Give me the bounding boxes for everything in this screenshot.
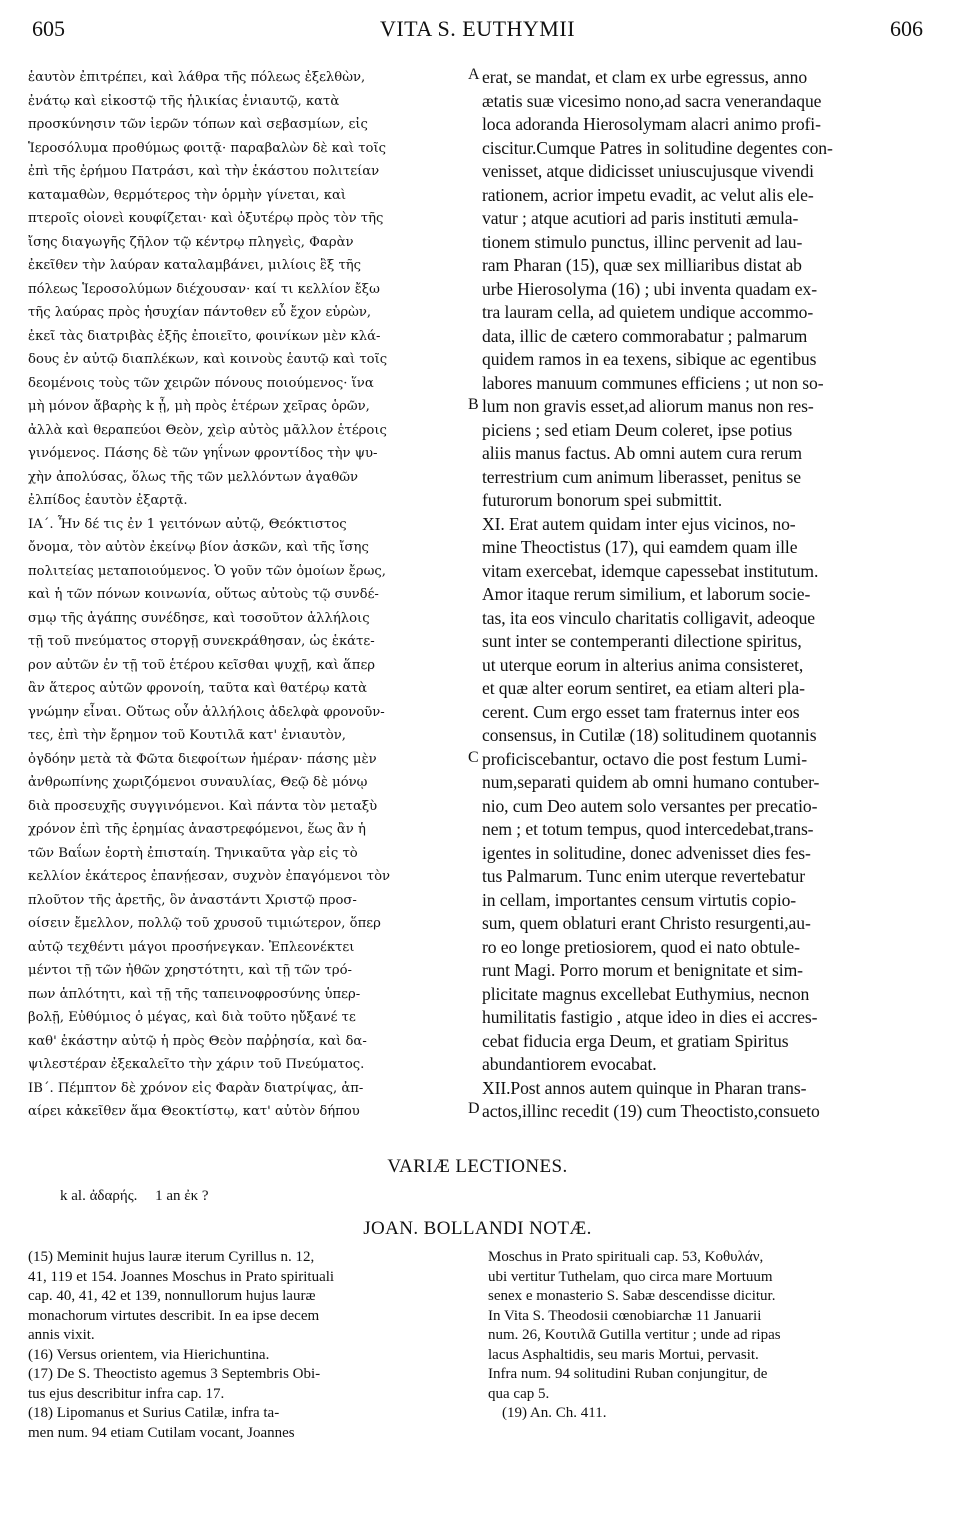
latin-text-line: lum non gravis esset,ad aliorum manus non res- (482, 396, 814, 416)
greek-text-line: δους ἐν αὐτῷ διαπλέκων, καὶ κοινοὺς ἑαυτῷ καὶ τοῖς (28, 352, 388, 367)
greek-text-line: προσκύνησιν τῶν ἱερῶν τόπων καὶ σεβασμίων, εἰς (28, 117, 368, 132)
variant-reading: k al. ἀδαρής. (60, 1188, 138, 1204)
greek-text-line: ρον αὐτῶν ἐν τῇ τοῦ ἑτέρου κεῖσθαι ψυχῇ, καὶ ἅπερ (28, 657, 376, 673)
greek-text-line: αίρει κἀκεῖθεν ἅμα Θεοκτίστῳ, κατ' αὐτὸν δήπου (28, 1104, 360, 1119)
latin-text-line: data, illic de cætero commorabatur ; palmarum (482, 325, 808, 346)
greek-text-line: ΙΒ΄. Πέμπτον δὲ χρόνον εἰς Φαρὰν διατρίψας, ἀπ- (28, 1080, 364, 1096)
margin-letter-b: B (468, 396, 479, 413)
greek-text-line: αὐτῷ τεχθέντι μάγοι προσήνεγκαν. Ἐπλεονέκτει (28, 939, 355, 955)
latin-text-line: consensus, in Cutilæ (18) solitudinem quotannis (482, 725, 817, 745)
greek-text-line: καθ' ἑκάστην αὐτῷ ἡ πρὸς Θεὸν παῤῥησία, καὶ δα- (28, 1033, 367, 1049)
latin-text-line: sunt inter se contemperanti dilectione spiritus, (482, 631, 802, 651)
latin-text-line: erat, se mandat, et clam ex urbe egressus, anno (482, 67, 808, 87)
latin-text-line: venisset, atque didicisset uniuscujusque vivendi (482, 161, 814, 181)
notes-left-column (28, 1248, 472, 1443)
greek-text-line: τῆς λαύρας πρὸς ἡσυχίαν πάντοθεν εὖ ἔχον εὑρὼν, (28, 305, 372, 320)
greek-text-line: ἀλλὰ καὶ θεραπεύοι Θεὸν, χεὶρ αὐτὸς μᾶλλον ἑτέροις (28, 422, 387, 438)
latin-text-line: tionem stimulo punctus, illinc pervenit ad lau- (482, 231, 803, 252)
latin-text-line: actos,illinc recedit (19) cum Theoctisto,consueto (482, 1101, 820, 1121)
left-page-number: 605 (32, 16, 65, 41)
greek-text-line: χὴν ἀπολύσας, ὅλως τῆς τῶν μελλόντων ἀγαθῶν (28, 469, 359, 485)
greek-text-line: καταμαθὼν, θερμότερος τὴν ὁρμὴν γίνεται, καὶ (28, 187, 347, 203)
latin-text-line: tus Palmarum. Tunc enim uterque revertebatur (482, 866, 805, 886)
greek-text-line: διὰ προσευχῆς συγγινόμενοι. Καὶ πάντα τὸν μεταξὺ (28, 798, 378, 814)
margin-letter-a: A (468, 66, 480, 83)
running-title: VITA S. EUTHYMII (379, 16, 576, 41)
greek-text-line: Ἱεροσόλυμα προθύμως φοιτᾷ· παραβαλὼν δὲ καὶ τοῖς (28, 140, 387, 156)
greek-text-line: σμῳ τῆς ἀγάπης συνέδησε, καὶ τοσοῦτον ἀλλήλοις (28, 610, 370, 626)
greek-text-line: δεομένοις τοὺς τῶν χειρῶν πόνους ποιούμενος· ἵνα (28, 375, 374, 391)
greek-text-line: κελλίον ἑκάτερος ἐπανῄεσαν, συχνὸν ἐπαγόμενοι τὸν (28, 869, 391, 884)
latin-text-line: proficiscebantur, octavo die post festum Lumi- (482, 748, 807, 769)
margin-letter-d: D (468, 1100, 480, 1117)
greek-text-line: πλοῦτον τῆς ἀρετῆς, ὃν ἀναστάντι Χριστῷ προσ- (28, 892, 357, 908)
latin-text-line: ciscitur.Cumque Patres in solitudine degentes con- (482, 137, 833, 158)
note-line: qua cap 5. (488, 1385, 550, 1402)
greek-text-line: γνώμην εἶναι. Οὕτως οὖν ἀλλήλοις ἀδελφὰ φρονοῦν- (28, 704, 385, 720)
greek-text-line: πων ἁπλότητι, καὶ τῇ τῆς ταπεινοφροσύνης ὑπερ- (28, 986, 361, 1002)
note-line: (19) An. Ch. 411. (502, 1405, 607, 1421)
note-line: men num. 94 etiam Cutilam vocant, Joannes (28, 1424, 295, 1441)
latin-text-line: abundantiorem evocabat. (482, 1054, 657, 1074)
latin-text-line: labores manuum communes efficiens ; ut non so- (482, 372, 824, 393)
latin-text-line: loca adoranda Hierosolymam alacri animo profi- (482, 114, 821, 134)
latin-text-column (482, 66, 928, 1124)
greek-text-line: τῇ τοῦ πνεύματος στοργῇ συνεκράθησαν, ὡς ἑκάτε- (28, 634, 375, 649)
running-header (32, 16, 923, 46)
latin-text-line: ram Pharan (15), quæ sex milliaribus distat ab (482, 255, 802, 275)
latin-text-line: cerent. Cum ergo esset tam fraternus inter eos (482, 701, 800, 722)
greek-text-line: μέντοι τῇ τῶν ἠθῶν χρηστότητι, καὶ τῇ τῶν τρό- (28, 963, 352, 978)
note-line: 41, 119 et 154. Joannes Moschus in Prato spirituali (28, 1268, 335, 1285)
greek-text-line: ἑαυτὸν ἐπιτρέπει, καὶ λάθρα τῆς πόλεως ἐξελθὼν, (28, 70, 366, 85)
note-line: (16) Versus orientem, via Hierichuntina. (28, 1346, 270, 1363)
note-line: (18) Lipomanus et Surius Catilæ, infra ta- (28, 1405, 280, 1421)
greek-text-line: ἐπὶ τῆς ἐρήμου Πατράσι, καὶ τὴν ἑκάστου πολιτείαν (28, 164, 380, 179)
greek-text-line: ψιλεστέραν ἐξεκαλεῖτο τὴν χάριν τοῦ Πνεύματος. (28, 1057, 365, 1072)
latin-text-line: aliis manus factus. Ab omni autem cura rerum (482, 443, 803, 463)
note-line: Infra num. 94 solitudini Ruban conjungitur, de (488, 1366, 768, 1382)
latin-text-line: et quæ alter eorum sentiret, ea etiam alteri pla- (482, 678, 805, 698)
latin-text-line: tas, ita eos vinculo charitatis colligavit, adeoque (482, 607, 815, 628)
latin-text-line: vitam exercebat, idemque capessebat institutum. (482, 560, 819, 581)
greek-text-line: ὄνομα, τὸν αὐτὸν ἐκείνῳ βίον ἀσκῶν, καὶ τῆς ἴσης (28, 540, 369, 555)
latin-text-line: XI. Erat autem quidam inter ejus vicinos, no- (482, 513, 796, 534)
note-line: Moschus in Prato spirituali cap. 53, Κοθυλάν, (488, 1249, 764, 1265)
greek-text-line: πόλεως Ἱεροσολύμων διέχουσαν· καί τι κελλίον ἔξω (28, 281, 380, 297)
right-page-number: 606 (890, 16, 923, 41)
greek-text-line: ὀγδόην μετὰ τὰ Φῶτα διεφοίτων ἡμέραν· πάσης μὲν (28, 751, 377, 767)
bollandi-notae-title: JOAN. BOLLANDI NOTÆ. (363, 1218, 592, 1239)
note-line: monachorum virtutes describit. In ea ipse decem (28, 1307, 320, 1324)
greek-text-line: μὴ μόνον ἄβαρὴς k ᾖ, μὴ πρὸς ἑτέρων χεῖρας ὁρῶν, (28, 399, 370, 414)
latin-text-line: igentes in solitudine, donec advenisset dies fes- (482, 842, 811, 863)
note-line: cap. 40, 41, 42 et 139, nonnullorum hujus lauræ (28, 1288, 316, 1304)
note-line: senex e monasterio S. Sabæ descendisse dicitur. (488, 1288, 776, 1304)
variant-reading: 1 an ἐκ ? (155, 1188, 209, 1204)
latin-text-line: mine Theoctistus (17), qui eamdem quam ille (482, 537, 798, 557)
greek-text-line: ἐκεῖθεν τὴν λαύραν καταλαμβάνει, μιλίοις ἓξ τῆς (28, 258, 362, 273)
note-line: lacus Asphaltidis, seu maris Mortui, pervasit. (488, 1346, 759, 1363)
note-line: (15) Meminit hujus lauræ iterum Cyrillus n. 12, (28, 1249, 315, 1265)
latin-text-line: tra lauram cella, ad quietem undique accommo- (482, 302, 814, 322)
note-line: ubi vertitur Tuthelam, quo circa mare Mortuum (488, 1268, 773, 1285)
latin-text-line: ut uterque eorum in alterius anima consisteret, (482, 654, 804, 675)
note-line: In Vita S. Theodosii cœnobiarchæ 11 Januarii (488, 1307, 762, 1324)
latin-text-line: futurorum bonorum spei submittit. (482, 490, 723, 510)
latin-text-line: piciens ; sed etiam Deum coleret, ipse potius (482, 419, 793, 440)
latin-text-line: quidem ramos in ea texens, sibique ac egentibus (482, 349, 817, 369)
latin-text-line: humilitatis fastigio , atque ideo in dies ei accres- (482, 1007, 818, 1027)
latin-text-line: terrestrium cum animum liberasset, penitus se (482, 466, 801, 487)
greek-text-line: καὶ ἡ τῶν πόνων κοινωνία, οὕτως αὐτοὺς τῷ συνδέ- (28, 587, 379, 602)
latin-text-line: in cellam, importantes censum virtutis copio- (482, 889, 797, 910)
greek-text-line: ἀνθρωπίνης χωριζόμενοι συναυλίας, Θεῷ δὲ μόνῳ (28, 775, 368, 790)
variant-readings (60, 1188, 223, 1205)
greek-text-line: ΙΑ΄. Ἦν δέ τις ἐν 1 γειτόνων αὐτῷ, Θεόκτιστος (28, 516, 347, 532)
latin-text-line: cebat fiducia erga Deum, et gratiam Spiritus (482, 1030, 789, 1051)
latin-text-line: sum, quem oblaturi erant Christo resurgenti,au- (482, 913, 811, 933)
greek-text-line: ἐλπίδος ἑαυτὸν ἐξαρτᾷ. (28, 493, 188, 508)
greek-text-line: τῶν Βαΐων ἑορτὴ ἐπισταίη. Τηνικαῦτα γὰρ εἰς τὸ (28, 845, 358, 861)
notes-right-column (488, 1248, 928, 1424)
greek-text-line: πολιτείας μεταποιούμενος. Ὁ γοῦν τῶν ὁμοίων ἔρως, (28, 563, 386, 579)
note-line: (17) De S. Theoctisto agemus 3 Septembris Obi- (28, 1366, 321, 1382)
latin-text-line: nio, cum Deo autem solo versantes per precatio- (482, 795, 818, 816)
note-line: tus ejus describitur infra cap. 17. (28, 1385, 225, 1402)
latin-text-line: ætatis suæ vicesimo nono,ad sacra venerandaque (482, 90, 822, 111)
greek-text-line: ἴσης διαγωγῆς ζῆλον τῷ κέντρῳ πληγεὶς, Φαρὰν (28, 234, 354, 250)
greek-text-line: χρόνον ἐπὶ τῆς ἐρημίας ἀναστρεφόμενοι, ἕως ἂν ἡ (28, 822, 366, 837)
greek-text-line: πτεροῖς οἱονεὶ κουφίζεται· καὶ ὀξυτέρῳ πρὸς τὸν τῆς (28, 211, 384, 226)
latin-text-line: vatur ; atque acutiori ad paris instituti æmula- (482, 208, 799, 228)
greek-text-line: ἂν ἅτερος αὐτῶν φρονοίη, ταῦτα καὶ θατέρῳ κατὰ (28, 681, 368, 696)
greek-text-line: ἐκεῖ τὰς διατριβὰς ἐξῆς ἐποιεῖτο, φοινίκων μὲν κλά- (28, 328, 381, 344)
latin-text-line: rationem, acrior impetu evadit, ac velut alis ele- (482, 184, 814, 205)
note-line: num. 26, Κουτιλᾶ Gutilla vertitur ; unde ad ripas (488, 1327, 781, 1343)
latin-text-line: nem ; et totum tempus, quod intercedebat,trans- (482, 819, 814, 839)
greek-text-line: οίσειν ἔμελλον, πολλῷ τοῦ χρυσοῦ τιμιώτερον, ὅπερ (28, 916, 381, 931)
latin-text-line: runt Magi. Porro morum et benignitate et sim- (482, 960, 803, 980)
latin-text-line: num,separati quidem ab omni humano contuber- (482, 772, 820, 792)
margin-letter-c: C (468, 749, 479, 766)
latin-text-line: ro eo longe pretiosiorem, quod ei nato obtule- (482, 936, 800, 957)
latin-text-line: plicitate magnus excellebat Euthymius, necnon (482, 983, 810, 1004)
latin-text-line: Amor itaque rerum similium, et laborum socie- (482, 584, 811, 604)
note-line: annis vixit. (28, 1327, 95, 1343)
greek-text-column (28, 66, 472, 1124)
latin-text-line: XII.Post annos autem quinque in Pharan trans- (482, 1077, 807, 1098)
greek-text-line: γινόμενος. Πάσης δὲ τῶν γηΐνων φροντίδος τὴν ψυ- (28, 446, 378, 461)
greek-text-line: βολῇ, Εὐθύμιος ὁ μέγας, καὶ διὰ τοῦτο ηὔξανέ τε (28, 1010, 356, 1025)
latin-text-line: urbe Hierosolyma (16) ; ubi inventa quadam ex- (482, 278, 817, 299)
greek-text-line: ἐνάτῳ καὶ εἰκοστῷ τῆς ἡλικίας ἐνιαυτῷ, κατὰ (28, 93, 340, 109)
greek-text-line: τες, ἐπὶ τὴν ἔρημον τοῦ Κουτιλᾶ κατ' ἐνιαυτὸν, (28, 728, 346, 743)
variae-lectiones-title: VARIÆ LECTIONES. (387, 1156, 568, 1177)
